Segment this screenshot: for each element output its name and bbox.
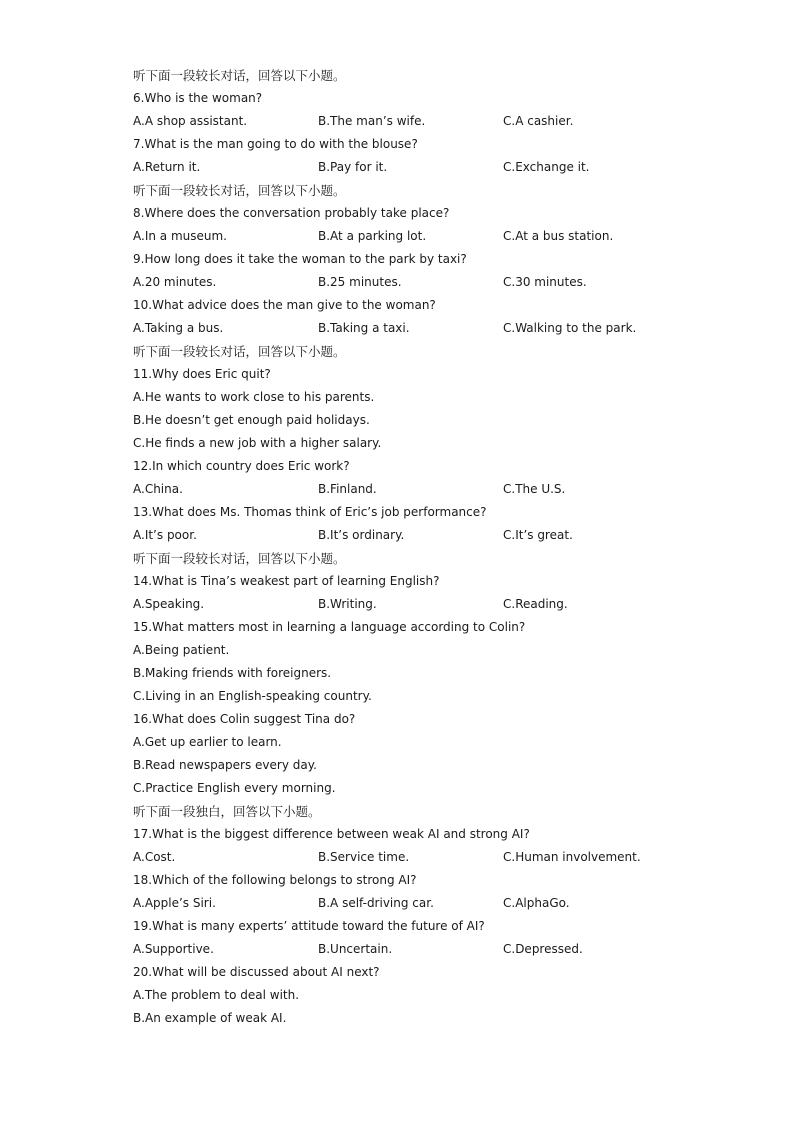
question-text: 17.What is the biggest difference between weak AI and strong AI? [133,827,530,841]
question-text: B.He doesn’t get enough paid holidays. [133,413,370,427]
option-b: B.It’s ordinary. [318,528,405,542]
option-c: C.Exchange it. [503,160,590,174]
option-a: A.Supportive. [133,942,214,956]
option-c: C.30 minutes. [503,275,587,289]
option-a: A.Return it. [133,160,201,174]
option-c: C.Depressed. [503,942,583,956]
option-a: A.Taking a bus. [133,321,224,335]
option-b: B.25 minutes. [318,275,402,289]
question-text: 6.Who is the woman? [133,91,263,105]
option-row [133,271,753,294]
option-a: A.It’s poor. [133,528,197,542]
question-text: 14.What is Tina’s weakest part of learning English? [133,574,440,588]
question-text: A.Being patient. [133,643,230,657]
option-row [133,478,753,501]
option-a: A.20 minutes. [133,275,217,289]
option-a: A.Apple’s Siri. [133,896,216,910]
option-row [133,846,753,869]
option-b: B.At a parking lot. [318,229,427,243]
option-row [133,892,753,915]
option-b: B.Finland. [318,482,377,496]
question-text: 20.What will be discussed about AI next? [133,965,380,979]
option-c: C.A cashier. [503,114,574,128]
question-text: B.Read newspapers every day. [133,758,317,772]
option-c: C.It’s great. [503,528,573,542]
section-instruction: 听下面一段较长对话，回答以下小题。 [133,551,346,566]
option-a: A.Cost. [133,850,176,864]
option-b: B.Uncertain. [318,942,393,956]
section-instruction: 听下面一段较长对话，回答以下小题。 [133,344,346,359]
option-b: B.A self-driving car. [318,896,434,910]
question-text: 13.What does Ms. Thomas think of Eric’s job performance? [133,505,487,519]
option-b: B.Writing. [318,597,377,611]
question-text: B.Making friends with foreigners. [133,666,332,680]
question-text: B.An example of weak AI. [133,1011,287,1025]
question-text: C.He finds a new job with a higher salary. [133,436,382,450]
question-text: 15.What matters most in learning a language according to Colin? [133,620,526,634]
question-text: 11.Why does Eric quit? [133,367,271,381]
option-c: C.The U.S. [503,482,566,496]
option-a: A.China. [133,482,183,496]
question-text: 10.What advice does the man give to the woman? [133,298,436,312]
question-text: 7.What is the man going to do with the blouse? [133,137,418,151]
exam-document [133,64,753,1030]
option-a: A.In a museum. [133,229,227,243]
section-instruction: 听下面一段较长对话，回答以下小题。 [133,183,346,198]
option-c: C.Human involvement. [503,850,641,864]
option-a: A.Speaking. [133,597,205,611]
question-text: C.Practice English every morning. [133,781,336,795]
option-c: C.Walking to the park. [503,321,637,335]
question-text: 16.What does Colin suggest Tina do? [133,712,356,726]
option-b: B.Service time. [318,850,410,864]
question-text: 19.What is many experts’ attitude toward the future of AI? [133,919,485,933]
option-b: B.Taking a taxi. [318,321,410,335]
option-b: B.Pay for it. [318,160,388,174]
option-b: B.The man’s wife. [318,114,426,128]
question-text: A.Get up earlier to learn. [133,735,282,749]
option-row [133,938,753,961]
option-c: C.AlphaGo. [503,896,570,910]
option-row [133,110,753,133]
option-row [133,593,753,616]
section-instruction: 听下面一段较长对话，回答以下小题。 [133,68,346,83]
question-text: 12.In which country does Eric work? [133,459,350,473]
question-text: C.Living in an English-speaking country. [133,689,372,703]
question-text: A.He wants to work close to his parents. [133,390,375,404]
question-text: A.The problem to deal with. [133,988,300,1002]
section-instruction: 听下面一段独白，回答以下小题。 [133,804,321,819]
option-row [133,156,753,179]
question-text: 9.How long does it take the woman to the park by taxi? [133,252,467,266]
option-c: C.At a bus station. [503,229,614,243]
option-row [133,225,753,248]
question-text: 18.Which of the following belongs to strong AI? [133,873,417,887]
option-a: A.A shop assistant. [133,114,248,128]
option-c: C.Reading. [503,597,568,611]
option-row [133,317,753,340]
question-text: 8.Where does the conversation probably take place? [133,206,450,220]
option-row [133,524,753,547]
